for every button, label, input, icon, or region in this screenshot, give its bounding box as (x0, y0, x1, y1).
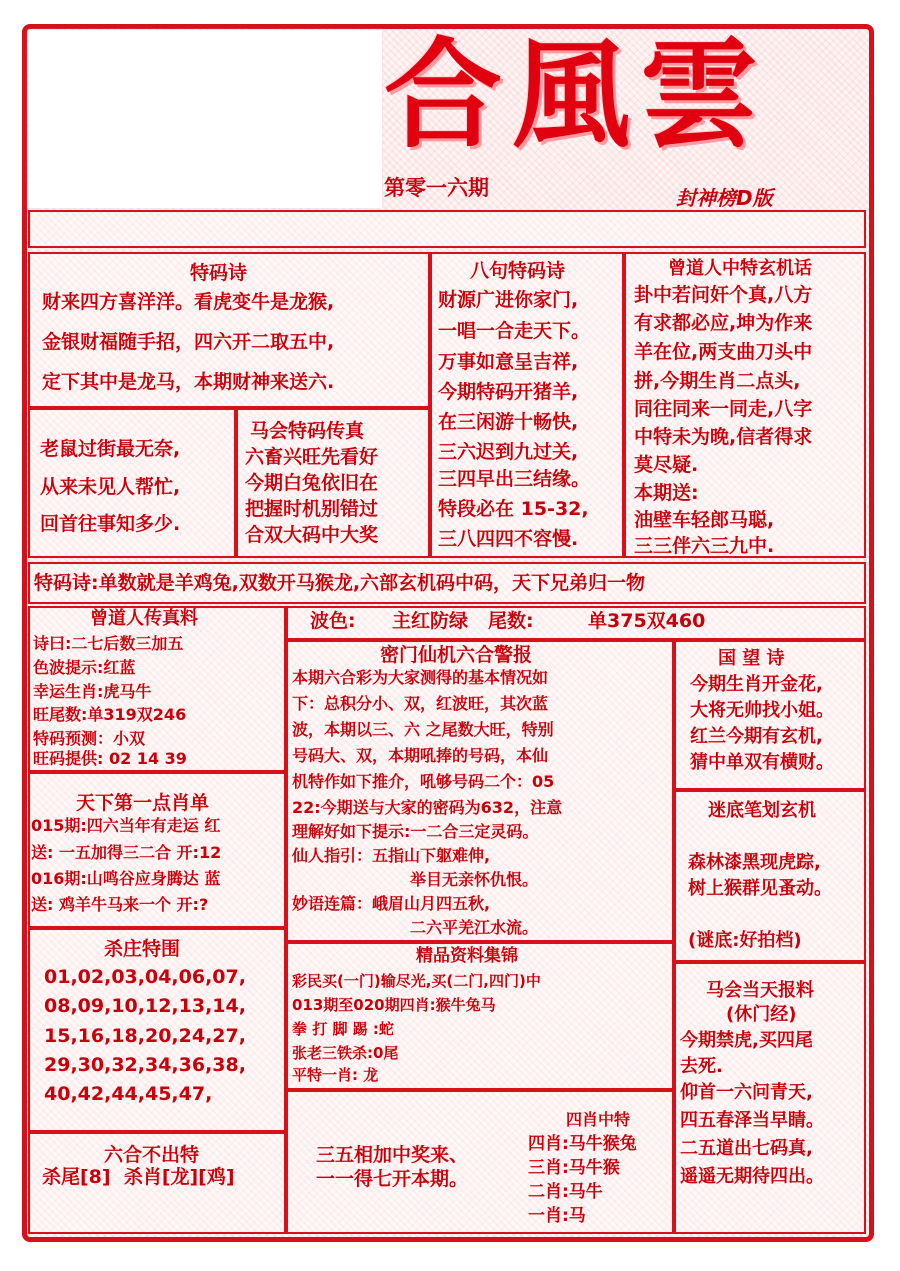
four-zodiac-line: 三肖:马牛猴 (528, 1158, 620, 1178)
poem2-line: 三八四四不容慢. (438, 528, 579, 550)
horse-fax-title: 马会特码传真 (250, 420, 365, 442)
kill-line: 40,42,44,45,47, (44, 1083, 213, 1105)
guowang-line: 猜中单双有横财。 (690, 752, 834, 773)
poem2-line: 一唱一合走天下。 (438, 320, 591, 342)
rat-poem-line: 从来未见人帮忙, (40, 476, 181, 498)
horse-daily-subtitle: (休门经) (726, 1004, 797, 1025)
poem3-line: 本期送: (634, 482, 699, 504)
liuhe-line: 杀尾[8] 杀肖[龙][鸡] (42, 1166, 235, 1188)
four-zodiac-title: 四肖中特 (566, 1110, 631, 1129)
zeng-fax-line: 特码预测：小双 (33, 729, 146, 748)
poem1-line: 定下其中是龙马，本期财神来送六. (42, 371, 335, 393)
horse-daily-line: 四五春泽当早睛。 (680, 1110, 824, 1131)
guowang-line: 红兰今期有玄机, (690, 726, 823, 747)
jingpin-line: 013期至020期四肖:猴牛兔马 (292, 996, 496, 1014)
zodiac-line: 015期:四六当年有走运 红 (31, 816, 221, 835)
zodiac-title: 天下第一点肖单 (76, 792, 210, 814)
bottom-poem-line: 一一得七开本期。 (316, 1168, 469, 1190)
zodiac-line: 送: 一五加得三二合 开:12 (31, 843, 222, 862)
poem2-line: 财源广进你家门, (438, 289, 579, 311)
poem3-title: 曾道人中特玄机话 (668, 258, 812, 279)
poem3-line: 中特未为晚,信者得求 (634, 426, 813, 448)
horse-daily-line: 遥遥无期待四出。 (680, 1166, 824, 1187)
riddle-answer: (谜底:好拍档) (688, 930, 802, 951)
poem2-line: 万事如意呈吉祥, (438, 351, 579, 373)
poem3-line: 三三伴六三九中. (634, 535, 775, 557)
guowang-line: 大将无帅找小姐。 (690, 700, 834, 721)
poem2-title: 八句特码诗 (470, 260, 566, 282)
zeng-fax-title: 曾道人传真料 (90, 608, 198, 629)
liuhe-title: 六合不出特 (104, 1144, 200, 1166)
zeng-fax-line: 旺码提供: 02 14 39 (33, 749, 187, 768)
kill-line: 15,16,18,20,24,27, (44, 1025, 246, 1047)
mimen-line: 下：总积分小、双，红波旺，其次蓝 (292, 694, 549, 713)
four-zodiac-line: 二肖:马牛 (528, 1182, 603, 1202)
rat-poem-line: 回首往事知多少. (40, 513, 181, 535)
horse-daily-title: 马会当天报料 (706, 980, 814, 1001)
poem3-line: 油壁车轻郎马聪, (634, 509, 775, 531)
mimen-line: 机特作如下推介，吼够号码二个：05 (292, 772, 555, 791)
horse-fax-line: 六畜兴旺先看好 (245, 446, 379, 468)
riddle-line: 树上猴群见蚤动。 (688, 878, 832, 899)
kill-title: 杀庄特围 (104, 938, 181, 960)
poem1-line: 金银财福随手招，四六开二取五中, (42, 331, 335, 353)
poem3-line: 卦中若问奸个真,八方 (634, 284, 813, 306)
mimen-line: 举目无亲怀仇恨。 (410, 870, 539, 889)
zeng-fax-line: 幸运生肖:虎马牛 (33, 682, 152, 701)
guowang-line: 今期生肖开金花, (690, 674, 823, 695)
poem3-line: 拼,今期生肖二点头, (634, 370, 801, 392)
poem2-line: 三四早出三结缘。 (438, 468, 591, 490)
header-strip (28, 210, 866, 248)
color-wave-label: 波色: (310, 610, 356, 632)
edition-label: 封神榜D版 (676, 186, 773, 210)
jingpin-title: 精品资料集锦 (416, 946, 518, 966)
mimen-line: 本期六合彩为大家测得的基本情况如 (292, 668, 549, 687)
horse-fax-line: 合双大码中大奖 (245, 524, 379, 546)
guowang-title: 国 望 诗 (718, 648, 785, 669)
mimen-title: 密门仙机六合警报 (380, 644, 533, 666)
tail-number-label: 尾数: (488, 610, 534, 632)
kill-line: 08,09,10,12,13,14, (44, 995, 246, 1017)
zeng-fax-line: 旺尾数:单319双246 (33, 705, 187, 724)
poem1-line: 财来四方喜洋洋。看虎变牛是龙猴, (42, 291, 335, 313)
jingpin-line: 彩民买(一门)输尽光,买(二门,四门)中 (292, 972, 541, 990)
riddle-line: 森林漆黑现虎踪, (688, 852, 821, 873)
kill-line: 01,02,03,04,06,07, (44, 966, 246, 988)
jingpin-line: 张老三铁杀:0尾 (292, 1044, 399, 1062)
mimen-line: 波，本期以三、六 之尾数大旺，特别 (292, 720, 554, 739)
mimen-line: 二六平羌江水流。 (410, 918, 539, 937)
mimen-line: 妙语连篇：峨眉山月四五秋, (292, 894, 491, 913)
poem3-line: 羊在位,两支曲刀头中 (634, 341, 813, 363)
four-zodiac-line: 一肖:马 (528, 1206, 586, 1226)
rat-poem-line: 老鼠过街最无奈, (40, 438, 181, 460)
mimen-line: 仙人指引：五指山下躯难伸, (292, 846, 491, 865)
color-wave-value: 主红防绿 (392, 610, 469, 632)
zeng-fax-line: 色波提示:红蓝 (33, 658, 136, 677)
poem3-line: 莫尽疑. (634, 454, 699, 476)
horse-daily-line: 去死. (680, 1056, 723, 1077)
jingpin-line: 平特一肖: 龙 (292, 1066, 379, 1084)
poem3-line: 同往同来一同走,八字 (634, 398, 813, 420)
poem2-line: 在三闲游十畅快, (438, 411, 579, 433)
jingpin-line: 拳 打 脚 踢 :蛇 (292, 1020, 394, 1038)
poem1-title: 特码诗 (190, 262, 248, 284)
banner-text: 特码诗:单数就是羊鸡兔,双数开马猴龙,六部玄机码中码，天下兄弟归一物 (34, 572, 646, 594)
newspaper-title: 合風雲 (384, 25, 769, 164)
issue-number: 第零一六期 (384, 176, 489, 200)
mimen-line: 理解好如下提示:一二合三定灵码。 (292, 822, 539, 841)
poem2-line: 今期特码开猪羊, (438, 381, 579, 403)
riddle-title: 迷底笔划玄机 (708, 800, 816, 821)
horse-daily-line: 仰首一六问青天, (680, 1082, 813, 1103)
horse-daily-line: 二五道出七码真, (680, 1138, 813, 1159)
poem2-line: 特段必在 15-32, (438, 498, 589, 520)
color-wave-box (286, 606, 866, 640)
tail-number-value: 单375双460 (588, 610, 706, 632)
horse-fax-line: 把握时机别错过 (245, 498, 379, 520)
zeng-fax-line: 诗曰:二七后数三加五 (33, 634, 184, 653)
zodiac-line: 016期:山鸣谷应身腾达 蓝 (31, 869, 221, 888)
zodiac-line: 送: 鸡羊牛马来一个 开:? (31, 895, 209, 914)
poem2-line: 三六迟到九过关, (438, 441, 579, 463)
horse-fax-line: 今期白兔依旧在 (245, 472, 379, 494)
mimen-line: 号码大、双，本期吼捧的号码，本仙 (292, 746, 549, 765)
kill-line: 29,30,32,34,36,38, (44, 1054, 246, 1076)
four-zodiac-line: 四肖:马牛猴兔 (528, 1134, 637, 1154)
blank-header-area (28, 30, 382, 208)
bottom-poem-line: 三五相加中奖来、 (316, 1144, 469, 1166)
mimen-line: 22:今期送与大家的密码为632，注意 (292, 798, 563, 817)
horse-daily-line: 今期禁虎,买四尾 (680, 1030, 813, 1051)
poem3-line: 有求都必应,坤为作来 (634, 312, 813, 334)
